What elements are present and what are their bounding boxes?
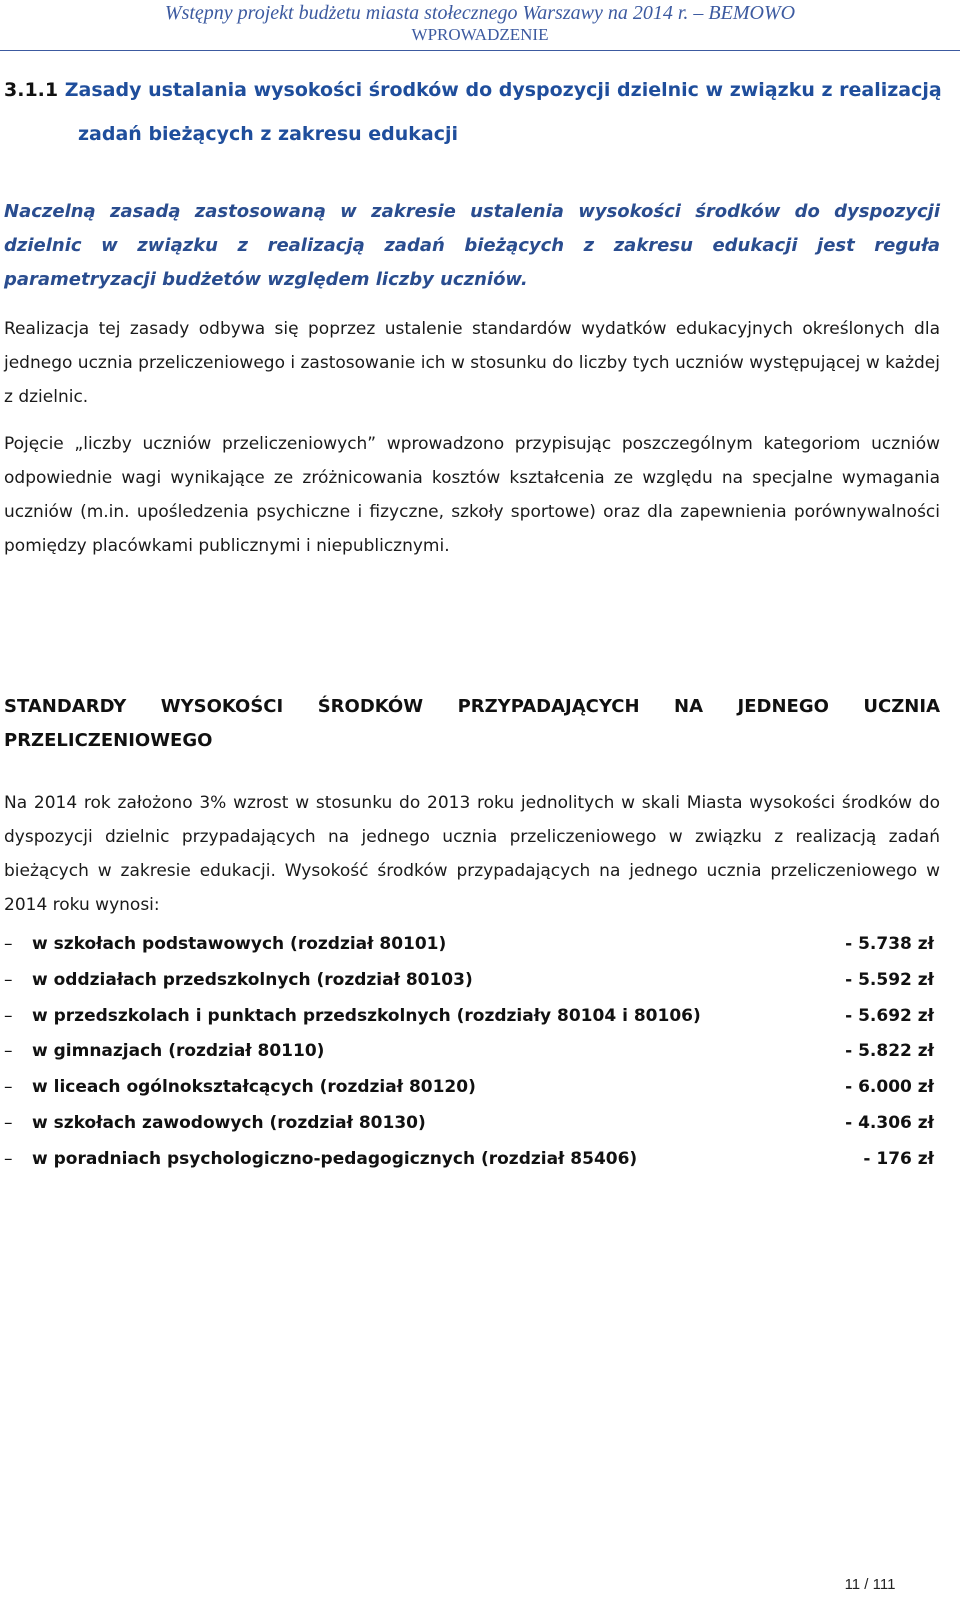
standards-heading: STANDARDY WYSOKOŚCI ŚRODKÓW PRZYPADAJĄCYCH NA JEDNEGO UCZNIA PRZELICZENIOWEGO xyxy=(4,696,940,751)
intro-paragraph: Naczelną zasadą zastosowaną w zakresie ustalenia wysokości środków do dyspozycji dzielnic w związku z realizacją zadań bieżących z zakresu edukacji jest reguła parametryzacji budżetów względem liczby uczniów. xyxy=(4,201,940,290)
rate-value: - 4.306 zł xyxy=(845,1112,934,1133)
rate-item xyxy=(4,927,940,963)
rate-item xyxy=(4,1034,940,1070)
rate-dash: – xyxy=(4,969,13,990)
rate-item xyxy=(4,1070,940,1106)
paragraph-standards: Na 2014 rok założono 3% wzrost w stosunku do 2013 roku jednolitych w skali Miasta wysokości środków do dyspozycji dzielnic przypadających na jednego ucznia przeliczeniowego w związku z realizacją zadań bieżących w zakresie edukacji. Wysokość środków przypadających na jednego ucznia przeliczeniowego w 2014 roku wynosi: xyxy=(4,793,940,915)
rate-value: - 176 zł xyxy=(863,1148,934,1169)
page-number: 11 / 111 xyxy=(844,1576,896,1593)
rate-item xyxy=(4,963,940,999)
rate-value: - 5.822 zł xyxy=(845,1041,934,1062)
rates-list xyxy=(4,927,940,1178)
rate-label: w poradniach psychologiczno-pedagogicznych (rozdział 85406) xyxy=(32,1148,638,1169)
section-title-part1: Zasady ustalania wysokości środków do dyspozycji dzielnic w związku z realizacją xyxy=(64,79,942,101)
rate-label: w przedszkolach i punktach przedszkolnych (rozdziały 80104 i 80106) xyxy=(32,1005,701,1026)
rate-dash: – xyxy=(4,1041,13,1062)
rate-value: - 6.000 zł xyxy=(845,1077,934,1098)
rate-dash: – xyxy=(4,1077,13,1098)
section-heading-line1 xyxy=(4,68,944,112)
rate-label: w szkołach zawodowych (rozdział 80130) xyxy=(32,1112,426,1133)
section-title-part2: zadań bieżących z zakresu edukacji xyxy=(78,123,459,145)
header-subtitle: WPROWADZENIE xyxy=(411,25,549,44)
section-number: 3.1.1 xyxy=(4,79,59,101)
section-heading xyxy=(4,68,944,156)
rate-dash: – xyxy=(4,1005,13,1026)
rate-label: w liceach ogólnokształcących (rozdział 80120) xyxy=(32,1077,476,1098)
rate-item xyxy=(4,1142,940,1178)
header-title: Wstępny projekt budżetu miasta stołecznego Warszawy na 2014 r. – BEMOWO xyxy=(164,2,796,24)
header-divider xyxy=(0,50,960,51)
rate-dash: – xyxy=(4,1148,13,1169)
rate-label: w oddziałach przedszkolnych (rozdział 80103) xyxy=(32,969,473,990)
rate-value: - 5.738 zł xyxy=(845,934,934,954)
rate-value: - 5.592 zł xyxy=(845,969,934,990)
rate-dash: – xyxy=(4,1112,13,1133)
rate-item xyxy=(4,999,940,1035)
rate-value: - 5.692 zł xyxy=(845,1005,934,1026)
rate-item xyxy=(4,1106,940,1142)
rate-label: w gimnazjach (rozdział 80110) xyxy=(32,1041,325,1062)
paragraph-realization: Realizacja tej zasady odbywa się poprzez ustalenie standardów wydatków edukacyjnych określonych dla jednego ucznia przeliczeniowego i zastosowanie ich w stosunku do liczby tych uczniów występującej w każdej z dzielnic. xyxy=(4,319,940,407)
rate-dash: – xyxy=(4,934,13,954)
paragraph-definition: Pojęcie „liczby uczniów przeliczeniowych” wprowadzono przypisując poszczególnym kategoriom uczniów odpowiednie wagi wynikające ze zróżnicowania kosztów kształcenia ze względu na specjalne wymagania uczniów (m.in. upośledzenia psychiczne i fizyczne, szkoły sportowe) oraz dla zapewnienia porównywalności pomiędzy placówkami publicznymi i niepublicznymi. xyxy=(4,434,940,556)
rate-label: w szkołach podstawowych (rozdział 80101) xyxy=(32,934,447,954)
